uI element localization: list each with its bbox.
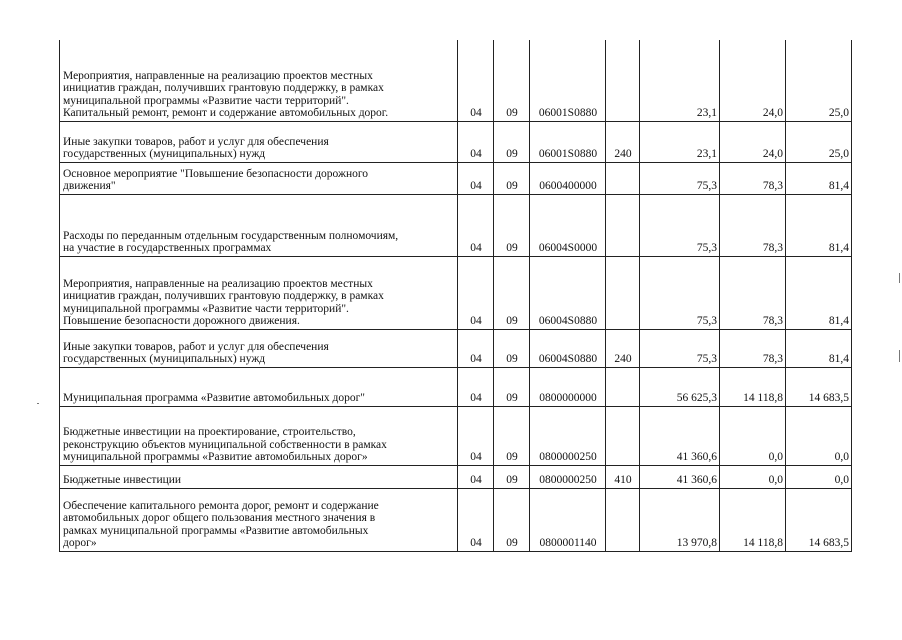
cell-amount-year-3: 14 683,5 xyxy=(786,488,852,551)
scan-mark-top xyxy=(899,273,900,283)
cell-subsection: 09 xyxy=(494,406,530,465)
table-row xyxy=(60,406,852,465)
cell-expense-type: 240 xyxy=(606,329,640,367)
cell-subsection: 09 xyxy=(494,162,530,194)
cell-amount-year-1: 75,3 xyxy=(640,256,720,329)
cell-amount-year-3: 81,4 xyxy=(786,162,852,194)
cell-expense-type: 240 xyxy=(606,121,640,162)
cell-section: 04 xyxy=(458,40,494,121)
row-description: Обеспечение капитального ремонта дорог, ремонт и содержание автомобильных дорог общего пользования местного значения в рамках муниципальной программы «Развитие автомобильных дорог» xyxy=(63,499,379,550)
cell-expense-type xyxy=(606,162,640,194)
cell-amount-year-3: 14 683,5 xyxy=(786,367,852,406)
budget-table xyxy=(59,40,852,552)
row-description: Бюджетные инвестиции xyxy=(63,474,182,487)
table-row xyxy=(60,329,852,367)
cell-target-article: 06004S0000 xyxy=(530,194,606,256)
cell-section: 04 xyxy=(458,329,494,367)
cell-subsection: 09 xyxy=(494,194,530,256)
row-description: Иные закупки товаров, работ и услуг для обеспечения государственных (муниципальных) нужд xyxy=(63,340,329,366)
cell-name xyxy=(60,465,458,488)
cell-name xyxy=(60,40,458,121)
cell-amount-year-1: 41 360,6 xyxy=(640,406,720,465)
cell-amount-year-3: 81,4 xyxy=(786,194,852,256)
cell-target-article: 06004S0880 xyxy=(530,329,606,367)
cell-name xyxy=(60,406,458,465)
row-description: Мероприятия, направленные на реализацию проектов местных инициатив граждан, получивших грантовую поддержку, в рамках муниципальной программы «Развитие части территорий". Повышение безопасности дорожного движения. xyxy=(63,277,384,328)
cell-section: 04 xyxy=(458,162,494,194)
table-row xyxy=(60,465,852,488)
cell-name xyxy=(60,488,458,551)
cell-subsection: 09 xyxy=(494,40,530,121)
cell-subsection: 09 xyxy=(494,465,530,488)
cell-subsection: 09 xyxy=(494,256,530,329)
cell-amount-year-3: 81,4 xyxy=(786,329,852,367)
table-row xyxy=(60,162,852,194)
cell-amount-year-2: 78,3 xyxy=(720,329,786,367)
cell-amount-year-2: 14 118,8 xyxy=(720,488,786,551)
cell-amount-year-2: 24,0 xyxy=(720,121,786,162)
cell-section: 04 xyxy=(458,488,494,551)
cell-amount-year-1: 41 360,6 xyxy=(640,465,720,488)
cell-amount-year-1: 56 625,3 xyxy=(640,367,720,406)
cell-section: 04 xyxy=(458,256,494,329)
cell-expense-type xyxy=(606,256,640,329)
cell-amount-year-2: 78,3 xyxy=(720,256,786,329)
cell-amount-year-1: 75,3 xyxy=(640,329,720,367)
cell-target-article: 06001S0880 xyxy=(530,121,606,162)
table-body xyxy=(60,40,852,551)
scan-dot-left xyxy=(37,403,39,404)
row-description: Мероприятия, направленные на реализацию проектов местных инициатив граждан, получивших грантовую поддержку, в рамках муниципальной программы «Развитие части территорий". Капитальный ремонт, ремонт и содержание автомобильных дорог. xyxy=(63,69,389,120)
row-description: Бюджетные инвестиции на проектирование, строительство, реконструкцию объектов муниципальной собственности в рамках муниципальной программы «Развитие автомобильных дорог» xyxy=(63,426,387,464)
cell-expense-type: 410 xyxy=(606,465,640,488)
cell-amount-year-1: 75,3 xyxy=(640,194,720,256)
cell-target-article: 06004S0880 xyxy=(530,256,606,329)
cell-target-article: 0600400000 xyxy=(530,162,606,194)
cell-name xyxy=(60,329,458,367)
cell-amount-year-3: 0,0 xyxy=(786,406,852,465)
cell-amount-year-1: 75,3 xyxy=(640,162,720,194)
cell-section: 04 xyxy=(458,465,494,488)
cell-name xyxy=(60,162,458,194)
cell-expense-type xyxy=(606,488,640,551)
cell-amount-year-1: 23,1 xyxy=(640,121,720,162)
cell-section: 04 xyxy=(458,121,494,162)
row-description: Расходы по переданным отдельным государственным полномочиям, на участие в государственных программах xyxy=(63,229,399,255)
cell-subsection: 09 xyxy=(494,488,530,551)
cell-expense-type xyxy=(606,367,640,406)
cell-amount-year-2: 24,0 xyxy=(720,40,786,121)
cell-section: 04 xyxy=(458,367,494,406)
cell-amount-year-2: 14 118,8 xyxy=(720,367,786,406)
cell-amount-year-1: 23,1 xyxy=(640,40,720,121)
cell-name xyxy=(60,256,458,329)
table-row xyxy=(60,40,852,121)
cell-expense-type xyxy=(606,194,640,256)
cell-amount-year-1: 13 970,8 xyxy=(640,488,720,551)
cell-name xyxy=(60,121,458,162)
cell-amount-year-2: 78,3 xyxy=(720,162,786,194)
cell-amount-year-3: 25,0 xyxy=(786,40,852,121)
table-row xyxy=(60,488,852,551)
row-description: Основное мероприятие "Повышение безопасности дорожного движения" xyxy=(63,167,369,193)
cell-name xyxy=(60,367,458,406)
cell-section: 04 xyxy=(458,406,494,465)
cell-amount-year-2: 78,3 xyxy=(720,194,786,256)
cell-target-article: 0800000000 xyxy=(530,367,606,406)
cell-target-article: 0800000250 xyxy=(530,465,606,488)
cell-expense-type xyxy=(606,406,640,465)
cell-amount-year-3: 25,0 xyxy=(786,121,852,162)
table-row xyxy=(60,194,852,256)
cell-subsection: 09 xyxy=(494,329,530,367)
cell-target-article: 0800000250 xyxy=(530,406,606,465)
cell-amount-year-3: 81,4 xyxy=(786,256,852,329)
cell-amount-year-2: 0,0 xyxy=(720,465,786,488)
cell-amount-year-3: 0,0 xyxy=(786,465,852,488)
cell-subsection: 09 xyxy=(494,367,530,406)
cell-section: 04 xyxy=(458,194,494,256)
table-row xyxy=(60,121,852,162)
cell-name xyxy=(60,194,458,256)
cell-subsection: 09 xyxy=(494,121,530,162)
cell-amount-year-2: 0,0 xyxy=(720,406,786,465)
cell-target-article: 0800001140 xyxy=(530,488,606,551)
row-description: Муниципальная программа «Развитие автомобильных дорог" xyxy=(63,392,365,405)
table-row xyxy=(60,256,852,329)
cell-expense-type xyxy=(606,40,640,121)
scan-mark-bottom xyxy=(899,350,900,362)
table-row xyxy=(60,367,852,406)
row-description: Иные закупки товаров, работ и услуг для обеспечения государственных (муниципальных) нужд xyxy=(63,135,329,161)
cell-target-article: 06001S0880 xyxy=(530,40,606,121)
